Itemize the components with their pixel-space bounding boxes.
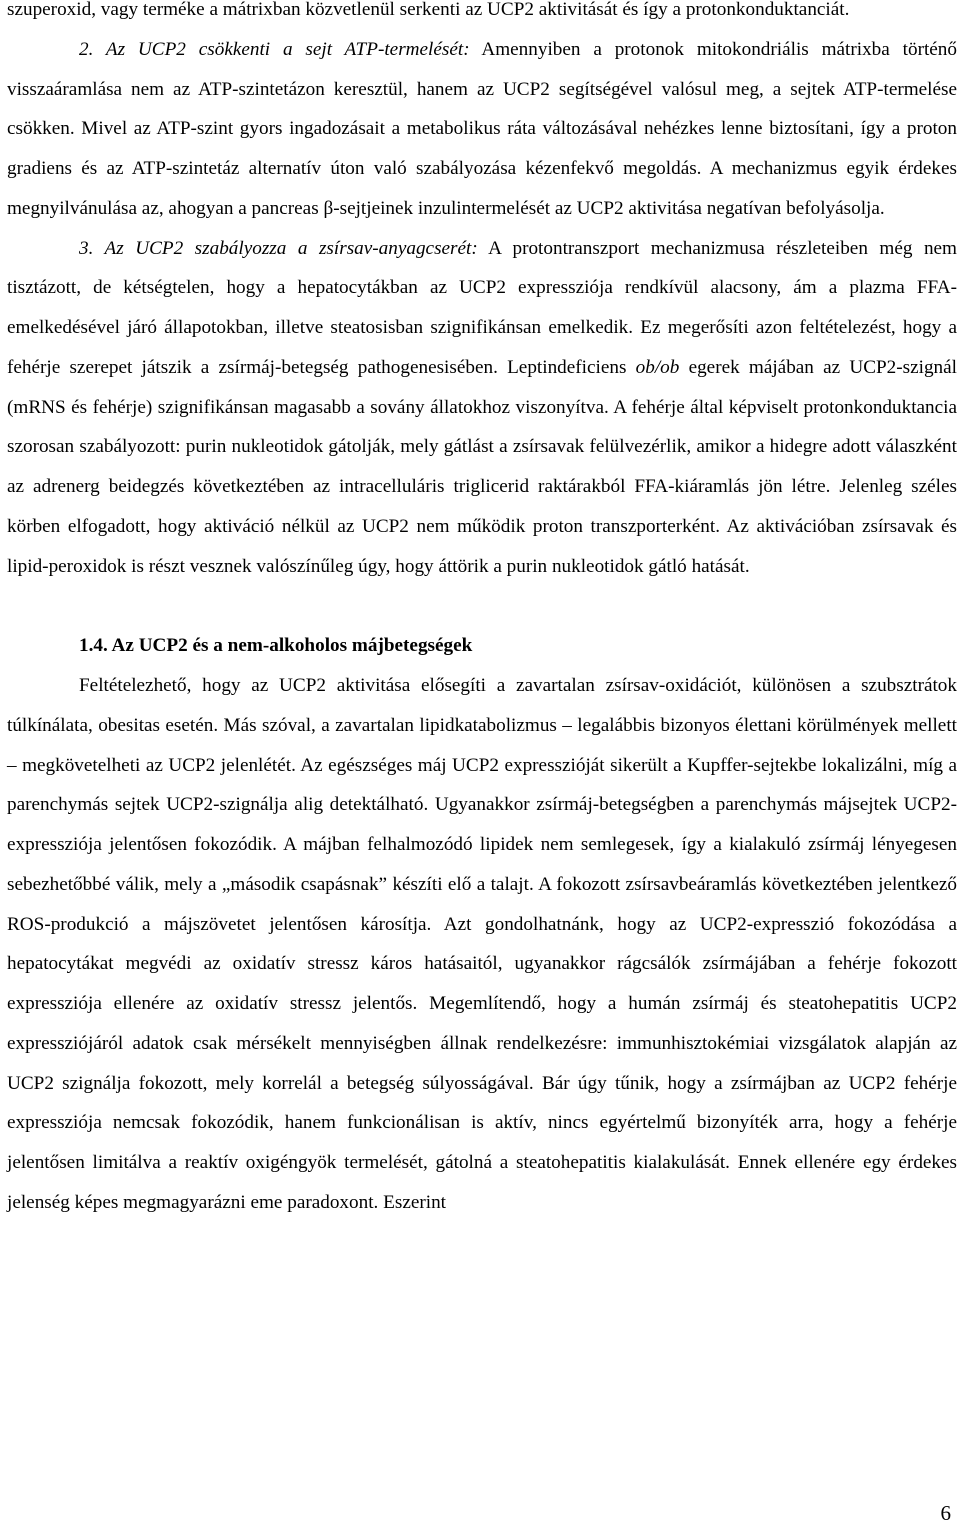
document-page [7, 0, 957, 1223]
paragraph-2 [7, 30, 957, 229]
paragraph-3-body-a: A protontranszport mechanizmusa részleteiben még nem tisztázott, de kétségtelen, hogy a hepatocytákban az UCP2 expressziója rendkívül alacsony, ám a plazma FFA-emelkedésével járó állapotokban, illetve steatosisban szignifikánsan emelkedik. Ez megerősíti azon feltételezést, hogy a fehérje szerepet játszik a zsírmáj-betegség pathogenesisében. Leptindeficiens [7, 237, 957, 378]
section-title: Az UCP2 és a nem-alkoholos májbetegségek [107, 635, 473, 657]
paragraph-2-body: Amennyiben a protonok mitokondriális mátrixba történő visszaáramlása nem az ATP-szintetázon keresztül, hanem az UCP2 segítségével valósul meg, a sejtek ATP-termelése csökken. Mivel az ATP-szint gyors ingadozásait a metabolikus ráta változásával nehézkes lenne biztosítani, így a proton gradiens és az ATP-szintetáz alternatív úton való szabályozása kézenfekvő megoldás. A mechanizmus egyik érdekes megnyilvánulása az, ahogyan a pancreas β-sejtjeinek inzulintermelését az UCP2 aktivitása negatívan befolyásolja. [7, 38, 957, 219]
paragraph-4: Feltételezhető, hogy az UCP2 aktivitása elősegíti a zavartalan zsírsav-oxidációt, különösen a szubsztrátok túlkínálata, obesitas esetén. Más szóval, a zavartalan lipidkatabolizmus – legalábbis bizonyos élettani körülmények mellett – megkövetelheti az UCP2 jelenlétét. Az egészséges máj UCP2 expresszióját sikerült a Kupffer-sejtekbe lokalizálni, míg a parenchymás sejtek UCP2-szignálja alig detektálható. Ugyanakkor zsírmáj-betegségben a parenchymás májsejtek UCP2-expressziója jelentősen fokozódik. A májban felhalmozódó lipidek nem semlegesek, így a kialakuló zsírmáj lényegesen sebezhetőbbé válik, mely a „második csapásnak” készíti elő a talajt. A fokozott zsírsavbeáramlás következtében jelentkező ROS-produkció a májszövetet jelentősen károsítja. Azt gondolhatnánk, hogy az UCP2-expresszió fokozódása a hepatocytákat megvédi az oxidatív stressz káros hatásaitól, ugyanakkor rágcsálók zsírmájában a fehérje fokozott expressziója ellenére az oxidatív stressz jelentős. Megemlítendő, hogy a humán zsírmáj és steatohepatitis UCP2 expressziójáról adatok csak mérsékelt mennyiségben állnak rendelkezésre: immunhisztokémiai vizsgálatok alapján az UCP2 szignálja fokozott, mely korrelál a betegség súlyosságával. Bár úgy tűnik, hogy a zsírmájban az UCP2 fehérje expressziója nemcsak fokozódik, hanem funkcionálisan is aktív, nincs egyértelmű bizonyíték arra, hogy a fehérje jelentősen limitálva a reaktív oxigéngyök termelését, gátolná a steatohepatitis kialakulását. Ennek ellenére egy érdekes jelenség képes megmagyarázni eme paradoxont. Eszerint [7, 675, 957, 1213]
section-number: 1.4. [79, 635, 108, 657]
page-number: 6 [940, 1501, 951, 1525]
section-heading [7, 626, 957, 666]
paragraph-3-label: 3. Az UCP2 szabályozza a zsírsav-anyagcserét: [79, 237, 478, 259]
paragraph-3-italic-term: ob/ob [635, 356, 680, 378]
paragraph-3 [7, 229, 957, 587]
paragraph-1: szuperoxid, vagy terméke a mátrixban közvetlenül serkenti az UCP2 aktivitását és így a protonkonduktanciát. [7, 0, 850, 20]
paragraph-3-body-b: egerek májában az UCP2-szignál (mRNS és fehérje) szignifikánsan magasabb a sovány állatokhoz viszonyítva. A fehérje által képviselt protonkonduktancia szorosan szabályozott: purin nukleotidok gátolják, mely gátlást a zsírsavak felülvezérlik, amikor a hidegre adott válaszként az adrenerg beidegzés következtében az intracelluláris triglicerid raktárakból FFA-kiáramlás jön létre. Jelenleg széles körben elfogadott, hogy aktiváció nélkül az UCP2 nem működik proton transzporterként. Az aktivációban zsírsavak és lipid-peroxidok is részt vesznek valószínűleg úgy, hogy áttörik a purin nukleotidok gátló hatását. [7, 356, 958, 577]
paragraph-2-label: 2. Az UCP2 csökkenti a sejt ATP-termelését: [79, 38, 470, 60]
